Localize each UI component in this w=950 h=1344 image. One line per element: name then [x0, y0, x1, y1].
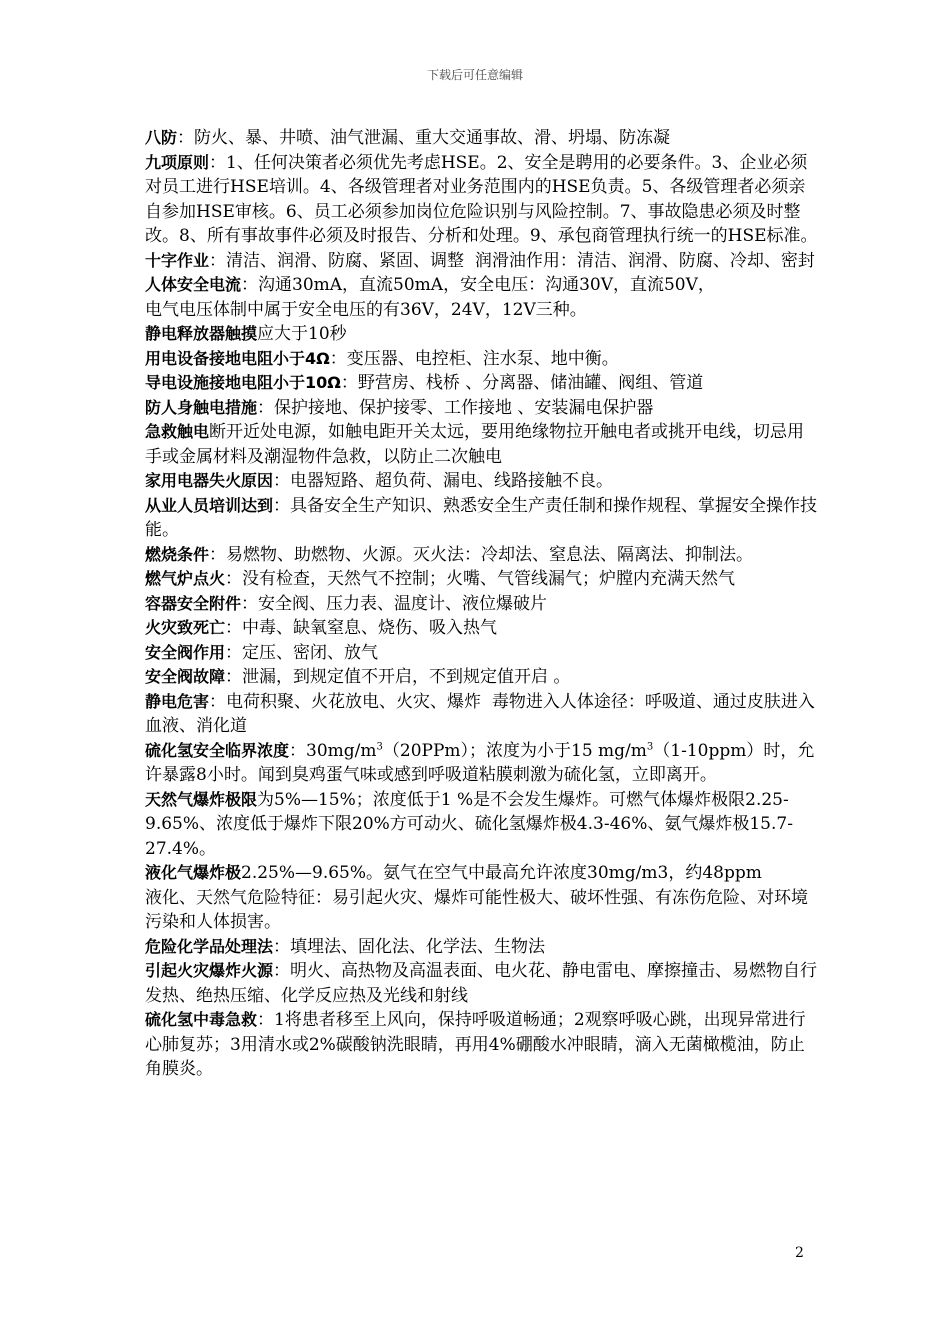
- term-text: ：沟通30mA，直流50mA，安全电压：沟通30V，直流50V， 电气电压体制中属于安全电压的有36V，24V，12V三种。: [145, 275, 715, 320]
- paragraph-body-safe-current: [145, 273, 820, 322]
- term-text: ：填埋法、固化法、化学法、生物法: [273, 936, 546, 957]
- term-label: 液化气爆炸极: [145, 863, 242, 882]
- paragraph-shock-first-aid: [145, 420, 820, 469]
- term-label: 十字作业: [145, 250, 210, 270]
- term-label: 静电危害: [145, 691, 210, 711]
- term-text: ：易燃物、助燃物、火源。灭火法：冷却法、窒息法、隔离法、抑制法。: [209, 544, 754, 565]
- paragraph-ignition-sources: [145, 959, 820, 1008]
- term-label: 容器安全附件: [145, 593, 242, 613]
- term-text: ：30mg/m: [289, 740, 377, 761]
- term-text: （20PPm）；浓度为小于15 mg/m: [382, 740, 647, 761]
- term-label: 安全阀故障: [145, 667, 226, 686]
- term-label: 危险化学品处理法: [145, 936, 274, 956]
- paragraph-h2s-first-aid: [145, 1008, 820, 1082]
- term-label: 急救触电: [145, 422, 210, 441]
- paragraph-safety-valve-function: [145, 641, 820, 666]
- term-text: ：防火、暴、井喷、油气泄漏、重大交通事故、滑、坍塌、防冻凝: [177, 128, 671, 148]
- superscript: 3: [646, 740, 654, 752]
- term-label: 用电设备接地电阻小于4Ω: [145, 348, 330, 368]
- term-label: 导电设施接地电阻小于10Ω: [145, 373, 341, 392]
- term-text: ：野营房、栈桥 、分离器、储油罐、阀组、管道: [340, 373, 704, 393]
- term-label: 人体安全电流: [145, 275, 242, 294]
- term-label: 从业人员培训达到: [145, 495, 274, 515]
- term-label: 燃烧条件: [145, 544, 210, 564]
- term-text: ：泄漏，到规定值不开启，不到规定值开启 。: [225, 667, 571, 687]
- paragraph-combustion: [145, 543, 820, 568]
- term-text: ：变压器、电控柜、注水泵、地中衡。: [329, 348, 619, 369]
- paragraph-shock-prevention: [145, 396, 820, 421]
- term-text: ：1将患者移至上风向，保持呼吸道畅通；2观察呼吸心跳，出现异常进行心肺复苏；3用清水或2%碳酸钠洗眼睛，再用4%硼酸水冲眼睛，滴入无菌橄榄油，防止角膜炎。: [145, 1010, 806, 1079]
- term-label: 硫化氢中毒急救: [145, 1010, 258, 1029]
- paragraph-appliance-fire: [145, 469, 820, 494]
- paragraph-fire-death: [145, 616, 820, 641]
- term-text: 应大于10秒: [257, 324, 347, 344]
- paragraph-natural-gas-limit: [145, 788, 820, 862]
- term-text: 为5%—15%；浓度低于1 %是不会发生爆炸。可燃气体爆炸极限2.25-9.65%、浓度低于爆炸下限20%方可动火、硫化氢爆炸极4.3-46%、氨气爆炸极15.7-27.4%。: [145, 789, 793, 859]
- page-number: 2: [795, 1245, 804, 1261]
- term-label: 天然气爆炸极限: [145, 789, 258, 809]
- paragraph-lpg-limit: [145, 861, 820, 935]
- paragraph-ten-word-operation: [145, 249, 820, 274]
- paragraph-staff-training: [145, 494, 820, 543]
- term-label: 家用电器失火原因: [145, 471, 274, 490]
- superscript: 3: [376, 740, 383, 752]
- paragraph-ba-fang: [145, 126, 820, 151]
- term-text: ：电器短路、超负荷、漏电、线路接触不良。: [273, 471, 614, 491]
- term-text: ：没有检查，天然气不控制；火嘴、气管线漏气；炉膛内充满天然气: [225, 569, 736, 589]
- term-text: ：具备安全生产知识、熟悉安全生产责任制和操作规程、掌握安全操作技能。: [145, 495, 818, 540]
- paragraph-gas-furnace-ignition: [145, 567, 820, 592]
- term-text: ：保护接地、保护接零、工作接地 、安装漏电保护器: [257, 397, 654, 418]
- term-text: ：中毒、缺氧窒息、烧伤、吸入热气: [225, 618, 498, 638]
- paragraph-static-hazard: [145, 690, 820, 739]
- term-text: ：定压、密闭、放气: [225, 642, 379, 663]
- paragraph-h2s-critical: [145, 739, 820, 788]
- term-label: 静电释放器触摸: [145, 324, 258, 343]
- paragraph-hazmat-disposal: [145, 935, 820, 960]
- paragraph-static-release: [145, 322, 820, 347]
- term-label: 火灾致死亡: [145, 618, 226, 637]
- term-text: ：安全阀、压力表、温度计、液位爆破片: [241, 593, 548, 614]
- term-label: 八防: [145, 128, 178, 147]
- term-label: 安全阀作用: [145, 642, 226, 662]
- paragraph-vessel-accessories: [145, 592, 820, 617]
- term-label: 燃气炉点火: [145, 569, 226, 588]
- term-text: ：明火、高热物及高温表面、电火花、静电雷电、摩擦撞击、易燃物自行发热、绝热压缩、化学反应热及光线和射线: [145, 961, 818, 1006]
- term-text: ：电荷积聚、火花放电、火灾、爆炸 毒物进入人体途径：呼吸道、通过皮肤进入血液、消化道: [145, 691, 815, 736]
- term-text: 断开近处电源，如触电距开关太远，要用绝缘物拉开触电者或挑开电线，切忌用手或金属材料及潮湿物件急救，以防止二次触电: [145, 422, 805, 467]
- paragraph-grounding-10ohm: [145, 371, 820, 396]
- term-text: （1-10ppm）时，允许暴露8小时。闻到臭鸡蛋气味或感到呼吸道粘膜刺激为硫化氢，立即离开。: [145, 740, 815, 785]
- term-text: ：清洁、润滑、防腐、紧固、调整 润滑油作用：清洁、润滑、防腐、冷却、密封: [209, 250, 815, 271]
- term-label: 防人身触电措施: [145, 397, 258, 417]
- term-label: 硫化氢安全临界浓度: [145, 740, 290, 760]
- document-body: [145, 126, 820, 1082]
- term-text: 2.25%—9.65%。氨气在空气中最高允许浓度30mg/m3，约48ppm 液化、天然气危险特征：易引起火灾、爆炸可能性极大、破坏性强、有冻伤危险、对环境污染和人体损害。: [145, 863, 808, 932]
- paragraph-nine-principles: [145, 151, 820, 249]
- paragraph-grounding-4ohm: [145, 347, 820, 372]
- page-header: 下载后可任意编辑: [426, 68, 523, 82]
- term-text: ：1、任何决策者必须优先考虑HSE。2、安全是聘用的必要条件。3、企业必须对员工进行HSE培训。4、各级管理者对业务范围内的HSE负责。5、各级管理者必须亲自参加HSE审核。6、员工必须参加岗位危险识别与风险控制。7、事故隐患必须及时整改。8、所有事故事件必须及时报告、分析和处理。9、承包商管理执行统一的HSE标准。: [145, 152, 818, 246]
- paragraph-safety-valve-fault: [145, 665, 820, 690]
- term-label: 九项原则: [145, 152, 210, 172]
- term-label: 引起火灾爆炸火源: [145, 961, 274, 980]
